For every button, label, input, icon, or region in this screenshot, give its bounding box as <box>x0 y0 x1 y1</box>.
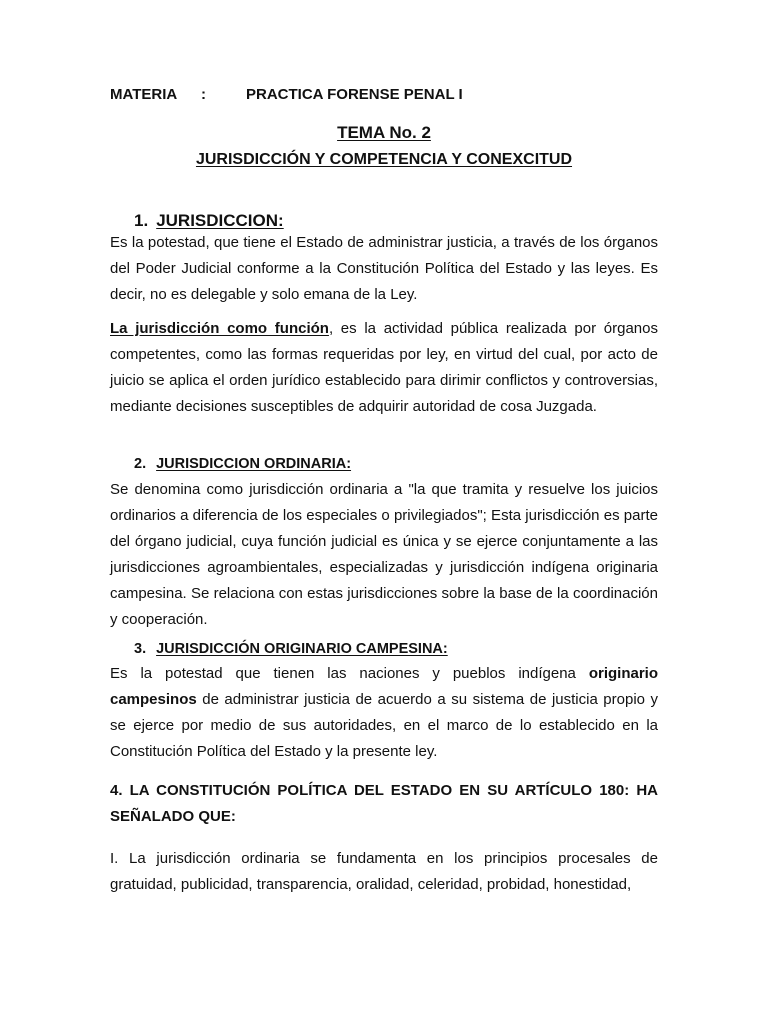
section-3-title: JURISDICCIÓN ORIGINARIO CAMPESINA: <box>156 641 448 657</box>
section-3-bold-text: originario campesinos <box>110 665 658 708</box>
section-1-paragraph: Es la potestad, que tiene el Estado de administrar justicia, a través de los órganos del Poder Judicial conforme a la Constitución Política del Estado y las leyes. Es decir, no es delegable y solo emana de la Ley. <box>110 234 658 303</box>
section-4-paragraph: I. La jurisdicción ordinaria se fundamenta en los principios procesales de gratuidad, publicidad, transparencia, oralidad, celeridad, probidad, honestidad, <box>110 850 658 893</box>
section-2-number: 2. <box>134 456 147 472</box>
jurisdiction-function-paragraph <box>110 316 658 420</box>
section-3-paragraph <box>110 661 658 765</box>
section-4-heading: 4. LA CONSTITUCIÓN POLÍTICA DEL ESTADO EN SU ARTÍCULO 180: HA SEÑALADO QUE: <box>110 782 658 825</box>
section-3-text-before: Es la potestad que tienen las naciones y pueblos indígena <box>110 665 589 682</box>
document-subtitle: JURISDICCIÓN Y COMPETENCIA Y CONEXCITUD <box>195 151 573 168</box>
section-1-title: JURISDICCION: <box>156 211 284 230</box>
materia-label: MATERIA <box>110 86 178 103</box>
section-1-number: 1. <box>134 211 149 230</box>
materia-value: PRACTICA FORENSE PENAL I <box>246 86 463 103</box>
section-3-text-after: de administrar justicia de acuerdo a su sistema de justicia propio y se ejerce por medio de sus autoridades, en el marco de lo establecido en la Constitución Política del Estado y la presente ley. <box>110 691 658 760</box>
tema-title: TEMA No. 2 <box>337 123 431 142</box>
section-2-title: JURISDICCION ORDINARIA: <box>156 456 352 472</box>
materia-colon: : <box>201 86 206 103</box>
section-1-heading <box>134 211 284 231</box>
section-2-paragraph: Se denomina como jurisdicción ordinaria a "la que tramita y resuelve los juicios ordinarios a diferencia de los especiales o privilegiados"; Esta jurisdicción es parte del órgano judicial, cuya función judicial es única y se ejerce conjuntamente a las jurisdicciones agroambientales, especializadas y jurisdicción indígena originaria campesina. Se relaciona con estas jurisdicciones sobre la base de la coordinación y cooperación. <box>110 481 658 628</box>
jurisdiction-function-label: La jurisdicción como función <box>110 320 329 337</box>
section-3-number: 3. <box>134 641 147 657</box>
jurisdiction-function-text: , es la actividad pública realizada por órganos competentes, como las formas requeridas por ley, en virtud del cual, por acto de juicio se aplica el orden jurídico establecido para dirimir conflictos y controversias, mediante decisiones susceptibles de adquirir autoridad de cosa Juzgada. <box>110 320 658 415</box>
section-2-heading <box>134 456 351 472</box>
section-3-heading <box>134 641 448 657</box>
